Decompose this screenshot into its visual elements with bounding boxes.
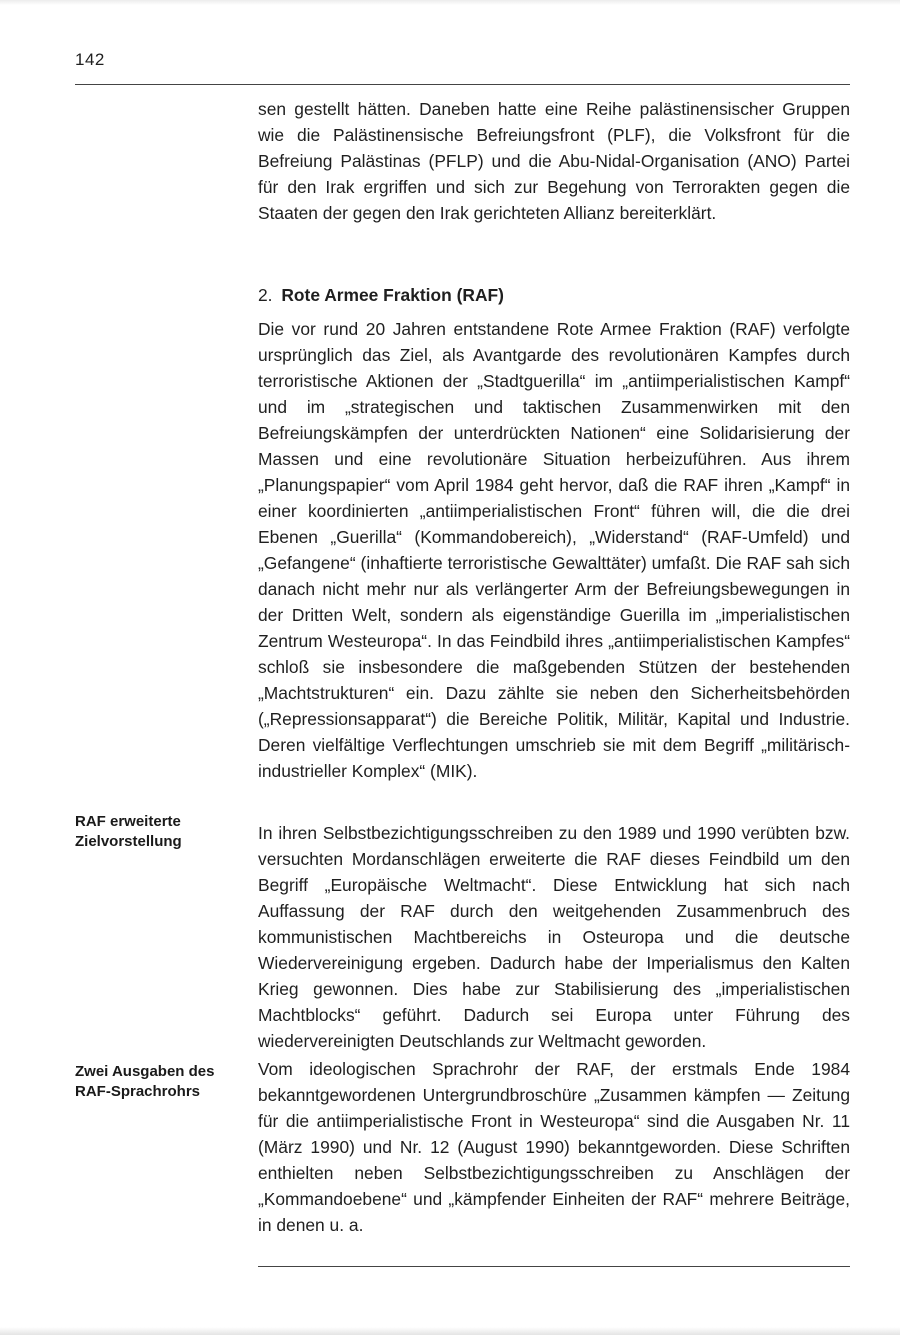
paragraph-continued: sen gestellt hätten. Daneben hatte eine Reihe palästinensischer Gruppen wie die Palästinensische Befreiungsfront (PLF), die Volksfront für die Befreiung Palästinas (PFLP) und die Abu-Nidal-Organisation (ANO) Partei für den Irak ergriffen und sich zur Begehung von Terrorakten gegen die Staaten der gegen den Irak gerichteten Allianz bereiterklärt. bbox=[258, 99, 850, 223]
paragraph-raf-origins: Die vor rund 20 Jahren entstandene Rote Armee Fraktion (RAF) verfolgte ursprünglich das Ziel, als Avantgarde des revolutionären Kampfes durch terroristische Aktionen der „Stadtguerilla“ im „antiimperialistischen Kampf“ und im „strategischen und taktischen Zusammenwirken mit den Befreiungskämpfen der unterdrückten Nationen“ eine Solidarisierung der Massen und eine revolutionäre Situation herbeizuführen. Aus ihrem „Planungspapier“ vom April 1984 geht hervor, daß die RAF ihren „Kampf“ in einer koordinierten „antiimperialistischen Front“ führen will, die die drei Ebenen „Guerilla“ (Kommandobereich), „Widerstand“ (RAF-Umfeld) und „Gefangene“ (inhaftierte terroristische Gewalttäter) umfaßt. Die RAF sah sich danach nicht mehr nur als verlängerter Arm der Befreiungsbewegungen in der Dritten Welt, sondern als eigenständige Guerilla im „imperialistischen Zentrum Westeuropa“. In das Feindbild ihres „antiimperialistischen Kampfes“ schloß sie insbesondere die maßgebenden Stützen der bestehenden „Machtstrukturen“ ein. Dazu zählte sie neben den Sicherheitsbehörden („Repressionsapparat“) die Bereiche Politik, Militär, Kapital und Industrie. Deren vielfältige Verflechtungen umschrieb sie mit dem Begriff „militärisch-industrieller Komplex“ (MIK). bbox=[258, 319, 850, 781]
scan-bottom-edge bbox=[0, 1327, 900, 1335]
header-rule bbox=[75, 84, 850, 85]
margin-note-zielvorstellung: RAF erweiterte Zielvorstellung bbox=[75, 813, 182, 850]
paragraph-feindbild: In ihren Selbstbezichtigungsschreiben zu den 1989 und 1990 verübten bzw. versuchten Mordanschlägen erweiterte die RAF dieses Feindbild um den Begriff „Europäische Weltmacht“. Diese Entwicklung hat sich nach Auffassung der RAF durch den weitgehenden Zusammenbruch des kommunistischen Machtbereichs in Osteuropa und die deutsche Wiedervereinigung ergeben. Dadurch habe der Imperialismus den Kalten Krieg gewonnen. Dies habe zur Stabilisierung des „imperialistischen Machtblocks“ geführt. Dadurch sei Europa unter Führung des wiedervereinigten Deutschlands zur Weltmacht geworden. bbox=[258, 823, 850, 1051]
section-number: 2. bbox=[258, 285, 273, 305]
section-title: Rote Armee Fraktion (RAF) bbox=[281, 285, 504, 305]
section-heading bbox=[258, 282, 504, 308]
paragraph-sprachrohr: Vom ideologischen Sprachrohr der RAF, der erstmals Ende 1984 bekanntgewordenen Untergrundbroschüre „Zusammen kämpfen — Zeitung für die antiimperialistische Front in Westeuropa“ sind die Ausgaben Nr. 11 (März 1990) und Nr. 12 (August 1990) bekanntgeworden. Diese Schriften enthielten neben Selbstbezichtigungsschreiben zu Anschlägen der „Kommandoebene“ und „kämpfender Einheiten der RAF“ mehrere Beiträge, in denen u. a. bbox=[258, 1059, 850, 1235]
scan-top-edge bbox=[0, 0, 900, 5]
footer-rule bbox=[258, 1266, 850, 1267]
page-number: 142 bbox=[75, 50, 105, 69]
margin-note-sprachrohr: Zwei Ausgaben des RAF-Sprachrohrs bbox=[75, 1063, 215, 1100]
